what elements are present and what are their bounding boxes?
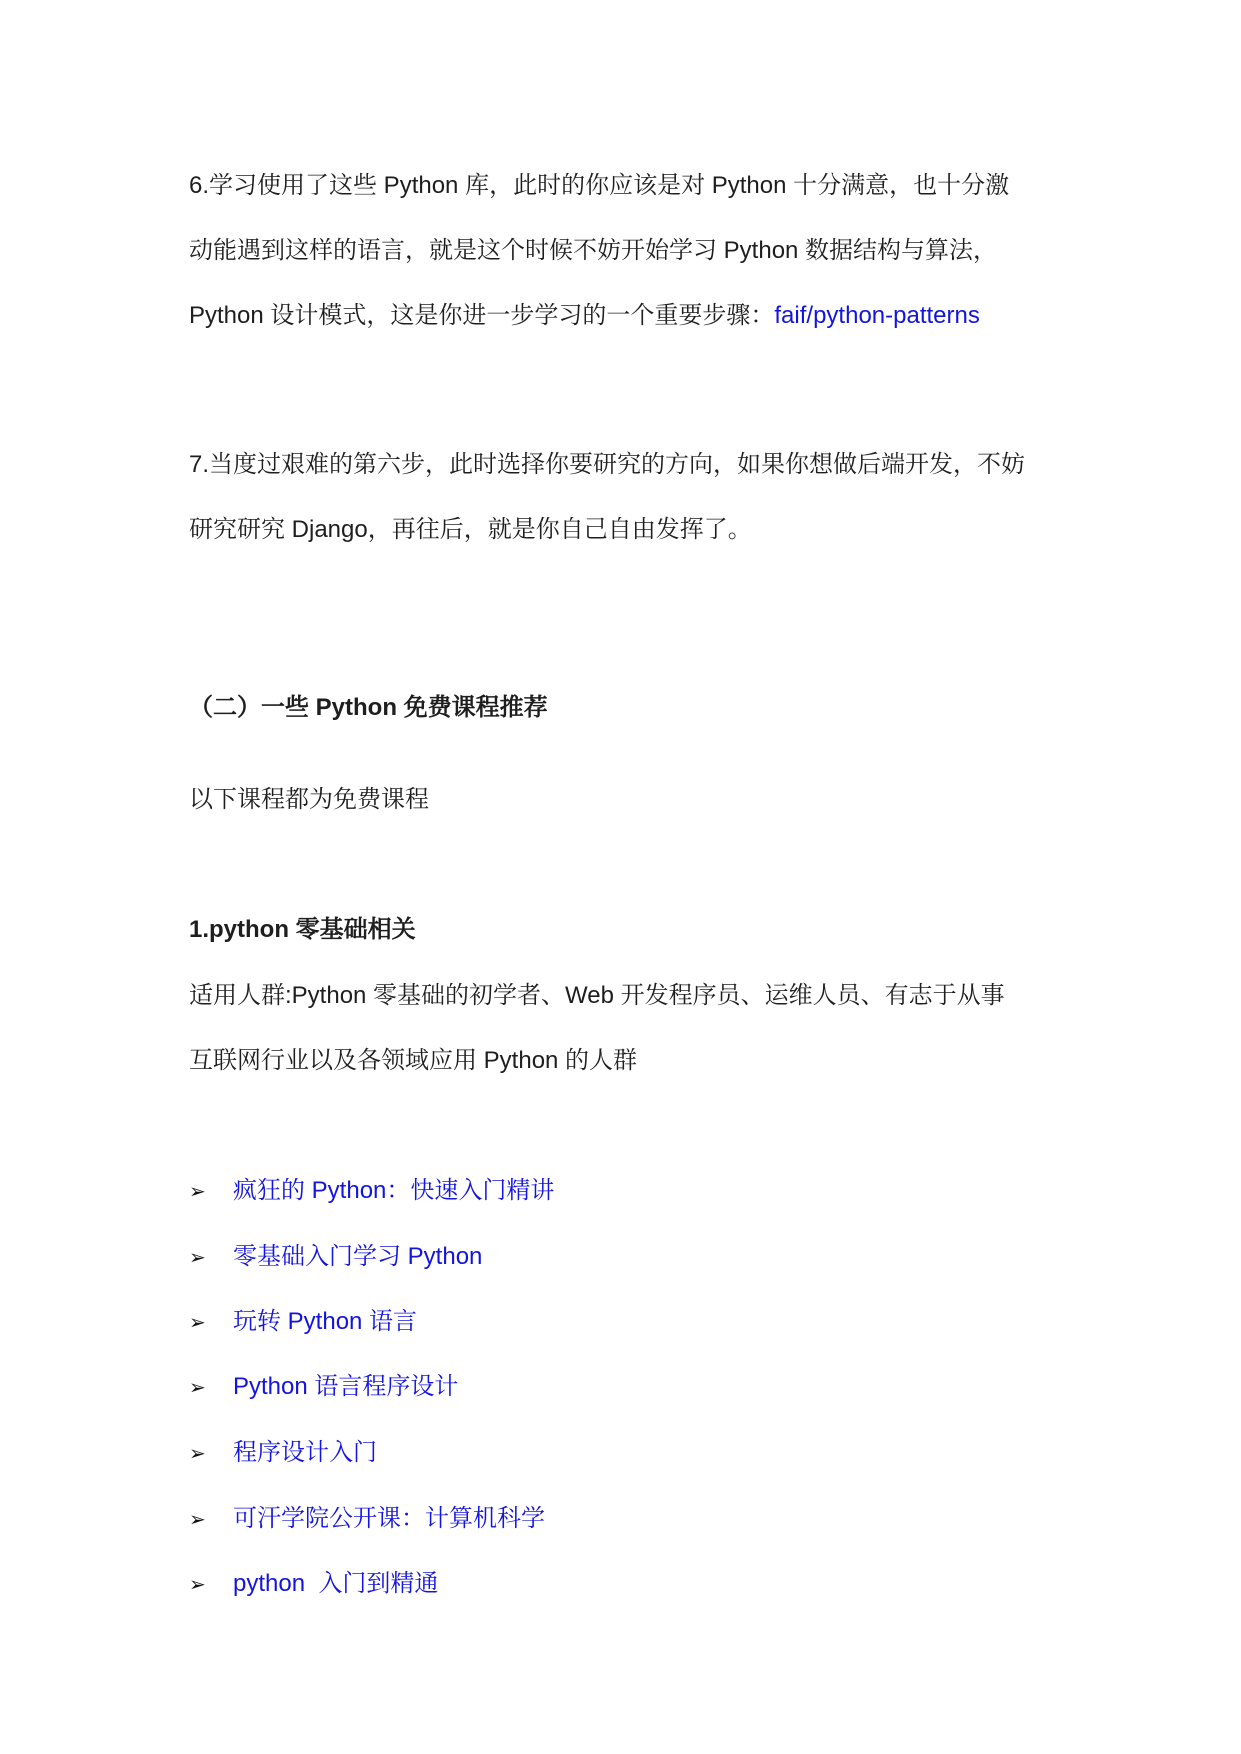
step6-line-3-text: Python 设计模式，这是你进一步学习的一个重要步骤： [189, 302, 775, 329]
course-link[interactable]: 零基础入门学习 Python [233, 1243, 483, 1270]
arrow-bullet-icon: ➢ [189, 1245, 206, 1269]
step6-line-2: 动能遇到这样的语言，就是这个时候不妨开始学习 Python 数据结构与算法， [189, 237, 998, 264]
arrow-bullet-icon: ➢ [189, 1572, 206, 1596]
arrow-bullet-icon: ➢ [189, 1507, 206, 1531]
step7-line-2: 研究研究 Django，再往后，就是你自己自由发挥了。 [189, 516, 752, 543]
section-heading: （二）一些 Python 免费课程推荐 [189, 694, 548, 721]
course-link[interactable]: 程序设计入门 [233, 1439, 377, 1466]
list-item [189, 1436, 377, 1470]
list-item [189, 1305, 418, 1339]
list-item [189, 1502, 545, 1536]
arrow-bullet-icon: ➢ [189, 1375, 206, 1399]
audience-line-1: 适用人群:Python 零基础的初学者、Web 开发程序员、运维人员、有志于从事 [189, 982, 1005, 1009]
arrow-bullet-icon: ➢ [189, 1179, 206, 1203]
list-item [189, 1370, 459, 1404]
step7-line-1: 7.当度过艰难的第六步，此时选择你要研究的方向，如果你想做后端开发，不妨 [189, 451, 1026, 478]
step6-line-3 [189, 299, 980, 333]
course-link[interactable]: 疯狂的 Python：快速入门精讲 [233, 1177, 555, 1204]
list-item [189, 1567, 439, 1601]
course-link[interactable]: Python 语言程序设计 [233, 1373, 459, 1400]
step6-line-1: 6.学习使用了这些 Python 库，此时的你应该是对 Python 十分满意，也十分激 [189, 172, 1010, 199]
course-link[interactable]: 玩转 Python 语言 [233, 1308, 418, 1335]
subsection-heading: 1.python 零基础相关 [189, 916, 416, 943]
python-patterns-link[interactable]: faif/python-patterns [774, 302, 980, 329]
audience-line-2: 互联网行业以及各领域应用 Python 的人群 [189, 1047, 638, 1074]
course-link[interactable]: 可汗学院公开课：计算机科学 [233, 1505, 545, 1532]
course-link[interactable]: python 入门到精通 [233, 1570, 439, 1597]
arrow-bullet-icon: ➢ [189, 1441, 206, 1465]
list-item [189, 1174, 555, 1208]
arrow-bullet-icon: ➢ [189, 1310, 206, 1334]
list-item [189, 1240, 483, 1274]
section-intro: 以下课程都为免费课程 [189, 786, 429, 813]
